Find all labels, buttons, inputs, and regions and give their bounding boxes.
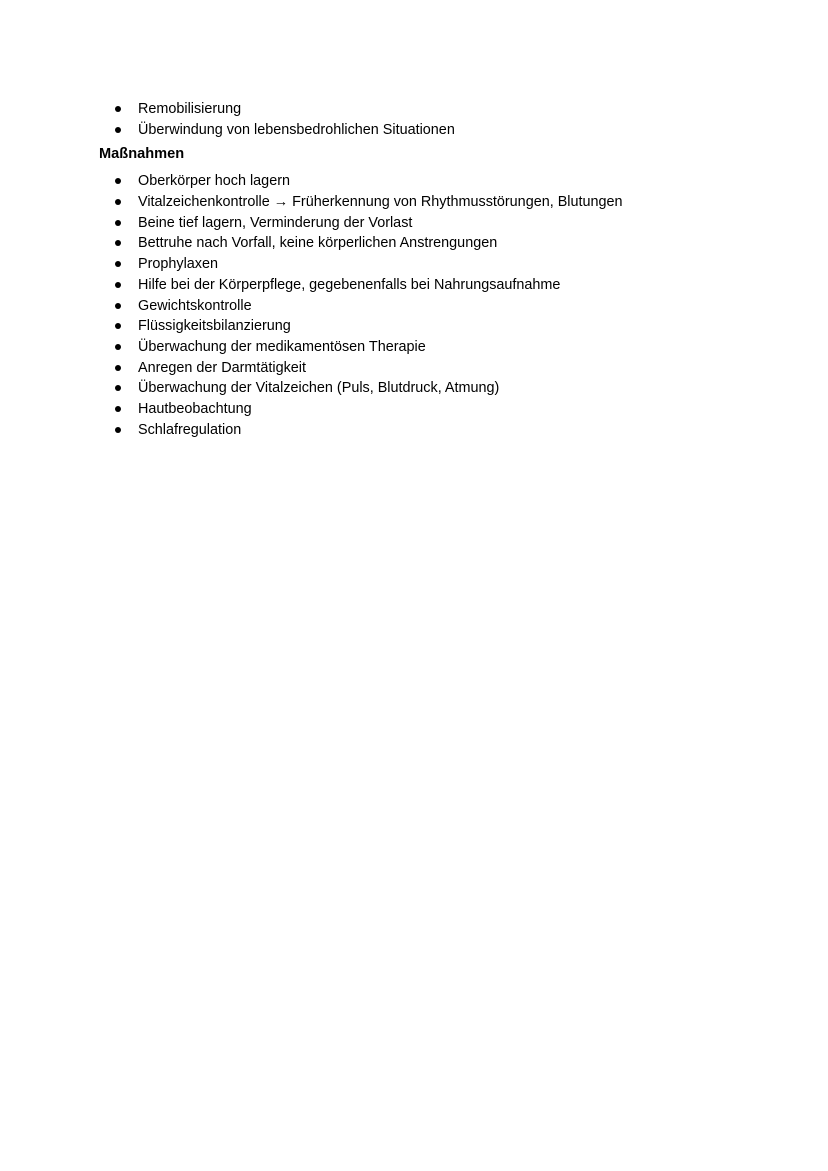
list-item xyxy=(99,120,739,141)
bullet-icon xyxy=(115,385,121,391)
bullet-icon xyxy=(115,220,121,226)
bullet-icon xyxy=(115,303,121,309)
list-item-text: Hautbeobachtung xyxy=(138,400,252,417)
bullet-icon xyxy=(115,406,121,412)
bullet-icon xyxy=(115,323,121,329)
list-item xyxy=(99,358,739,379)
list-item xyxy=(99,378,739,399)
bullet-icon xyxy=(115,178,121,184)
list-item xyxy=(99,171,739,192)
bullet-icon xyxy=(115,240,121,246)
list-item xyxy=(99,254,739,275)
list-item-text: Anregen der Darmtätigkeit xyxy=(138,359,306,376)
bullet-icon xyxy=(115,282,121,288)
bullet-icon xyxy=(115,365,121,371)
list-item xyxy=(99,316,739,337)
list-item-text: Überwachung der Vitalzeichen (Puls, Blutdruck, Atmung) xyxy=(138,380,500,397)
list-item xyxy=(99,99,739,120)
list-item-text: Remobilisierung xyxy=(138,101,242,117)
list-item-text: Hilfe bei der Körperpflege, gegebenenfalls bei Nahrungsaufnahme xyxy=(138,276,561,293)
list-item xyxy=(99,213,739,234)
list-item-text: Überwachung der medikamentösen Therapie xyxy=(138,338,426,355)
bullet-icon xyxy=(115,427,121,433)
list-item-text: Schlafregulation xyxy=(138,421,242,438)
list-item-text: Bettruhe nach Vorfall, keine körperlichen Anstrengungen xyxy=(138,235,498,252)
list-item xyxy=(99,192,739,213)
list-item-text: Überwindung von lebensbedrohlichen Situationen xyxy=(138,121,455,138)
bullet-icon xyxy=(115,344,121,350)
list-item xyxy=(99,399,739,420)
list-item xyxy=(99,420,739,441)
list-item-text: Oberkörper hoch lagern xyxy=(138,173,290,190)
measures-list xyxy=(99,171,739,440)
list-item-text: Beine tief lagern, Verminderung der Vorlast xyxy=(138,214,413,231)
list-item-text: Prophylaxen xyxy=(138,256,218,273)
list-item-text: Gewichtskontrolle xyxy=(138,297,252,314)
list-item-text: Vitalzeichenkontrolle → Früherkennung von Rhythmusstörungen, Blutungen xyxy=(138,194,623,211)
bullet-icon xyxy=(115,261,121,267)
list-item xyxy=(99,296,739,317)
list-item xyxy=(99,233,739,254)
page-content xyxy=(99,99,739,440)
list-item-text: Flüssigkeitsbilanzierung xyxy=(138,318,291,335)
measures-heading: Maßnahmen xyxy=(99,146,185,163)
bullet-icon xyxy=(115,199,121,205)
bullet-icon xyxy=(115,106,121,112)
list-item xyxy=(99,337,739,358)
bullet-icon xyxy=(115,127,121,133)
goals-continued-list xyxy=(99,99,739,140)
list-item xyxy=(99,275,739,296)
